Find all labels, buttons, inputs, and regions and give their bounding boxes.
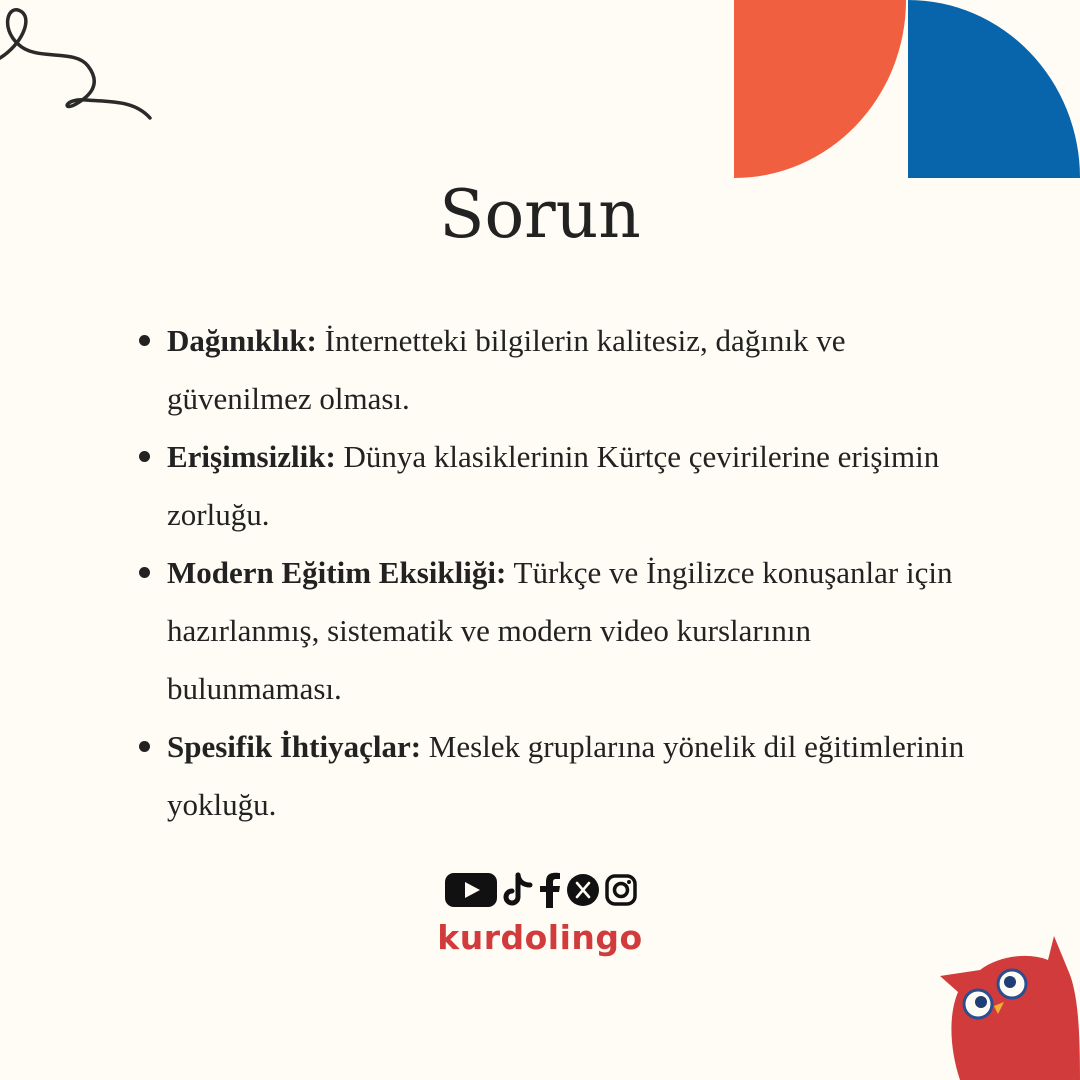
instagram-icon[interactable]: [605, 874, 637, 906]
item-text: Dünya klasiklerinin Kürtçe çevirilerine erişimin zorluğu.: [167, 439, 940, 532]
problem-list: [167, 312, 967, 834]
item-term: Erişimsizlik:: [167, 439, 336, 474]
youtube-icon[interactable]: [445, 872, 497, 908]
social-icons: [445, 870, 635, 910]
item-term: Modern Eğitim Eksikliği:: [167, 555, 507, 590]
list-item: [167, 312, 967, 428]
tiktok-icon[interactable]: [503, 872, 533, 908]
item-term: Dağınıklık:: [167, 323, 317, 358]
item-text: Türkçe ve İngilizce konuşanlar için hazırlanmış, sistematik ve modern video kurslarının bulunmaması.: [167, 555, 953, 706]
item-term: Spesifik İhtiyaçlar:: [167, 729, 422, 764]
item-text: İnternetteki bilgilerin kalitesiz, dağınık ve güvenilmez olması.: [167, 323, 846, 416]
list-item: [167, 718, 967, 834]
facebook-icon[interactable]: [539, 872, 561, 908]
list-item: [167, 428, 967, 544]
geometric-shapes: [734, 0, 1080, 180]
owl-mascot-icon: [930, 930, 1080, 1080]
brand-logo: kurdolingo: [437, 918, 643, 957]
x-icon[interactable]: [567, 874, 599, 906]
blue-quarter-circle: [908, 0, 1080, 178]
swirl-decoration: [0, 0, 170, 130]
item-text: Meslek gruplarına yönelik dil eğitimlerinin yokluğu.: [167, 729, 965, 822]
list-item: [167, 544, 967, 718]
orange-quarter-circle: [734, 0, 906, 178]
page-title: Sorun: [439, 176, 641, 253]
